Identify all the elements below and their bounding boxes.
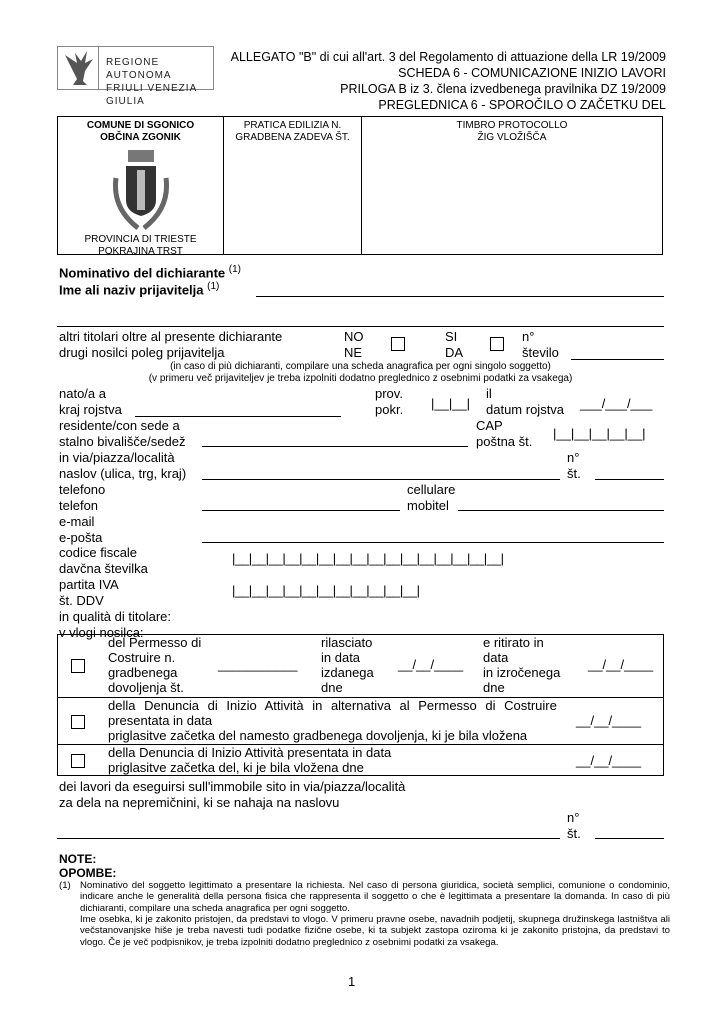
file-number-cell[interactable] [224,117,362,254]
dia-alternative-l2: presentata in data [108,713,213,728]
residence-field[interactable] [202,446,468,447]
born-label-sl: kraj rojstva [59,402,122,417]
date-label-sl: datum rojstva [486,402,565,417]
collected-l3: in izročenega [483,665,561,680]
mobile-label-sl: mobitel [407,498,449,513]
si-checkbox[interactable] [490,337,504,351]
no-label-it: NO [344,329,364,344]
collected-l2: data [483,650,509,665]
municipality-cell [58,117,224,257]
others-note-it: (in caso di più dichiaranti, compilare una scheda anagrafica per ogni singolo soggetto) [170,361,551,372]
mobile-field[interactable] [458,510,664,511]
house-number-label-it: n° [567,450,580,465]
no-label-sl: NE [344,345,363,360]
permit-checkbox[interactable] [71,659,85,673]
works-label-sl: za dela na nepremičnini, ki se nahaja na naslovu [59,795,340,810]
province-boxes[interactable]: |__|__| [431,396,471,411]
note-text-sl: Ime osebka, ki je zakonito pristojen, da predstavi to vlogo. V primeru pravne osebe, navadnih podjetij, skupnega družinskega lastništva ali večstanovanjske hiše je treba navesti tudi podatke fizične osebe, ki ta subjekt zastopa oziroma ki je zakonito pristojna, da predstavi to vlogo. Če je več podpisnikov, je treba izpolniti dodatno preglednico z osebnimi podatki za vsakega. [80,914,670,948]
dia-alternative-date-field[interactable]: __/__/____ [576,713,642,728]
vat-boxes[interactable]: |__|__|__|__|__|__|__|__|__|__|__| [232,583,420,598]
declarant-name-field[interactable] [256,296,664,297]
si-label-sl: DA [445,345,464,360]
phone-label-sl: telefon [59,498,99,513]
born-label-it: nato/a a [59,386,106,401]
comune-sl: OBČINA ZGONIK [100,132,181,143]
dia-checkbox[interactable] [71,754,85,768]
tax-code-boxes[interactable]: |__|__|__|__|__|__|__|__|__|__|__|__|__|__|__|__| [232,551,504,566]
provincia-sl: POKRAJINA TRST [98,246,183,257]
tax-code-label-it: codice fiscale [59,545,138,560]
declarant-label-it: Nominativo del dichiarante [59,265,226,281]
provincia-it: PROVINCIA DI TRIESTE [84,234,197,245]
timbro-sl: ŽIG VLOŽIŠČA [477,132,547,143]
notes-title-sl: OPOMBE: [59,866,117,880]
pratica-it: PRATICA EDILIZIA N. [243,120,342,131]
option-permit [57,634,664,698]
tax-code-label-sl: davčna številka [59,561,148,576]
coat-of-arms-icon [106,148,176,234]
comune-it: COMUNE DI SGONICO [86,120,195,131]
address-field[interactable] [202,479,560,480]
others-note-sl: (v primeru več prijaviteljev je treba izpolniti dodatno preglednico z osebnimi podatki za vsakega) [148,373,573,384]
number-label-it: n° [522,329,535,344]
vat-label-sl: št. DDV [59,593,104,608]
region-logo [57,46,214,107]
option-dia [57,744,664,776]
prov-label-it: prov. [375,386,403,401]
logo-line-1: REGIONE AUTONOMA [106,57,172,81]
email-label-it: e-mail [59,514,95,529]
municipality-table [57,116,663,255]
works-number-label-it: n° [567,810,580,825]
dia-l1: della Denuncia di Inizio Attività presentata in data [108,745,392,760]
cap-boxes[interactable]: |__|__|__|__|__| [553,426,646,441]
mobile-label-it: cellulare [407,482,456,497]
footnote-ref: (1) [228,264,242,275]
header-line-1: ALLEGATO "B" di cui all'art. 3 del Regolamento di attuazione della LR 19/2009 [230,50,666,64]
logo-line-2: FRIULI VENEZIA GIULIA [106,83,197,107]
dia-l2: priglasitve začetka del, ki je bila vložena dne [108,760,364,775]
number-label-sl: število [522,345,559,360]
notes-ref: (1) [59,880,71,891]
residence-label-it: residente/con sede a [59,418,180,433]
works-number-field[interactable] [595,838,664,839]
page-number: 1 [348,974,356,989]
permit-l2: Costruire n. [108,650,176,665]
permit-l4: dovoljenja št. [108,680,184,695]
phone-label-it: telefono [59,482,106,497]
note-text-it: Nominativo del soggetto legittimato a presentare la richiesta. Nel caso di persona giuridica, società semplici, comunione o condominio, indicare anche le generalità della persona fisica che rappresenta il soggetto o che è legittimata a presentare la domanda. In caso di più dichiaranti, compilare una scheda anagrafica per ogni soggetto. [80,880,670,914]
others-label-it: altri titolari oltre al presente dichiarante [59,329,283,344]
email-label-sl: e-pošta [59,530,103,545]
phone-field[interactable] [202,510,400,511]
birthplace-field[interactable] [135,416,341,417]
option-dia-alternative [57,697,664,745]
collected-date-field[interactable]: __/__/____ [588,657,654,672]
header-line-4: PREGLEDNICA 6 - SPOROČILO O ZAČETKU DEL [378,98,666,112]
issued-l4: dne [321,680,343,695]
works-number-label-sl: št. [567,826,581,841]
declarant-name-field-2[interactable] [57,326,664,327]
permit-l1: del Permesso di [108,635,202,650]
others-number-field[interactable] [571,359,664,360]
dia-alternative-checkbox[interactable] [71,715,85,729]
dia-date-field[interactable]: __/__/____ [576,753,642,768]
address-label-sl: naslov (ulica, trg, kraj) [59,466,187,481]
eagle-icon [61,49,97,89]
collected-l1: e ritirato in [483,635,544,650]
cap-label-it: CAP [476,418,503,433]
issued-l1: rilasciato [321,635,373,650]
vat-label-it: partita IVA [59,577,119,592]
no-checkbox[interactable] [391,337,405,351]
issued-l2: in data [321,650,361,665]
notes-title-it: NOTE: [59,852,97,866]
works-address-field[interactable] [57,838,560,839]
prov-label-sl: pokr. [375,402,404,417]
house-number-field[interactable] [595,479,664,480]
date-label-it: il [486,386,492,401]
email-field[interactable] [202,542,664,543]
cap-label-sl: poštna št. [476,434,533,449]
stamp-cell [362,117,662,254]
permit-l3: gradbenega [108,665,178,680]
issued-l3: izdanega [321,665,374,680]
declarant-label-sl: Ime ali naziv prijavitelja [59,282,204,298]
residence-label-sl: stalno bivališče/sedež [59,434,186,449]
si-label-it: SI [445,329,458,344]
header-line-2: SCHEDA 6 - COMUNICAZIONE INIZIO LAVORI [398,66,666,80]
dia-alternative-l1: della Denuncia di Inizio Attività in alternativa al Permesso di Costruire [108,698,557,713]
dia-alternative-l3: priglasitve začetka del namesto gradbenega dovoljenja, ki je bila vložena [108,728,528,743]
timbro-it: TIMBRO PROTOCOLLO [456,120,568,131]
works-label-it: dei lavori da eseguirsi sull'immobile sito in via/piazza/località [59,779,406,794]
house-number-label-sl: št. [567,466,581,481]
header-line-3: PRILOGA B iz 3. člena izvedbenega pravilnika DZ 19/2009 [340,82,666,96]
address-label-it: in via/piazza/località [59,450,175,465]
role-label-it: in qualità di titolare: [59,609,172,624]
birth-date-field[interactable]: ___/___/___ [580,396,653,411]
issued-date-field[interactable]: __/__/____ [398,657,464,672]
others-label-sl: drugi nosilci poleg prijavitelja [59,345,225,360]
pratica-sl: GRADBENA ZADEVA ŠT. [235,132,350,143]
footnote-ref: (1) [207,281,220,292]
permit-number-field[interactable]: ___________ [218,657,298,672]
role-label-sl: v vlogi nosilca: [59,625,144,640]
collected-l4: dne [483,680,505,695]
